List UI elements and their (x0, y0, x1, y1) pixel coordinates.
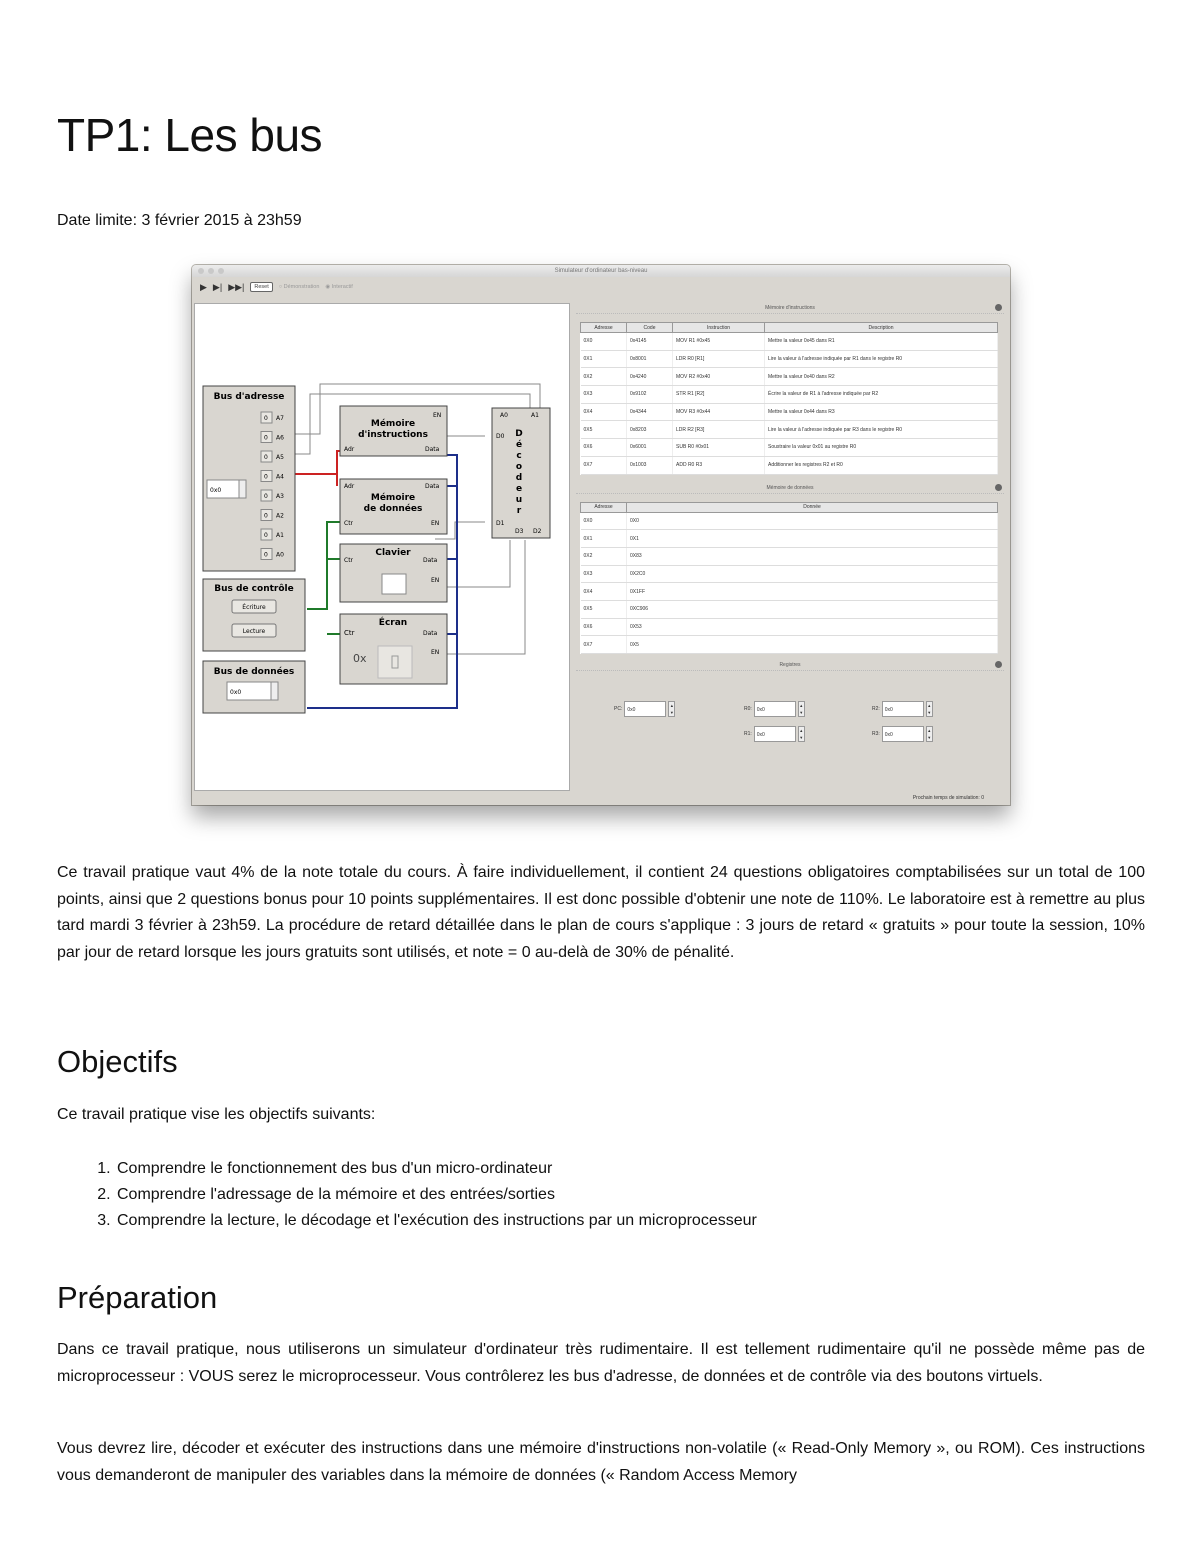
data-value: 0x0 (230, 689, 242, 696)
data-mem-ctr: Ctr (344, 520, 354, 527)
page-title: TP1: Les bus (57, 109, 323, 161)
refresh-icon[interactable] (995, 661, 1002, 668)
decoder-label-char: c (516, 451, 522, 461)
address-bit-value: 0 (264, 512, 268, 520)
table-cell: 0X5 (581, 600, 627, 618)
table-cell: Additionner les registres R2 et R0 (765, 456, 998, 474)
address-line-label: A0 (276, 551, 284, 559)
table-row[interactable] (581, 456, 998, 474)
decoder-a1: A1 (531, 412, 539, 419)
instructions-table (580, 322, 998, 475)
list-item: 1. Comprendre le fonctionnement des bus d'un micro-ordinateur (115, 1156, 757, 1182)
table-cell: 0X3 (581, 386, 627, 404)
table-cell: 0X3 (581, 565, 627, 583)
table-row[interactable] (581, 350, 998, 368)
table-cell: 0x4240 (627, 368, 673, 386)
address-line-label: A6 (276, 434, 284, 442)
objectifs-heading: Objectifs (57, 1044, 178, 1079)
column-header[interactable]: Description (765, 323, 998, 333)
intro-paragraph: Ce travail pratique vaut 4% de la note totale du cours. À faire individuellement, il contient 24 questions obligatoires comptabilisées sur un total de 100 points, ainsi que 2 questions bonus pour 10 points supplémentaires. Il est donc possible d'obtenir une note de 110%. Le laboratoire est à remettre au plus tard mardi 3 février à 23h59. La procédure de retard détaillée dans le plan de cours s'applique : 3 jours de retard « gratuits » pour toute la session, 10% par jour de retard lorsque les jours gratuits sont utilisés, et note = 0 au-delà de 30% de pénalité. (57, 864, 1145, 961)
data-mem-title-1: Mémoire (370, 493, 416, 503)
table-cell: 0x9102 (627, 386, 673, 404)
table-cell: 0X1FF (627, 583, 998, 601)
table-cell: 0X5 (581, 421, 627, 439)
register-r2-spinner[interactable]: ▲ ▼ (927, 703, 932, 715)
table-cell: 0X4 (581, 583, 627, 601)
table-cell: 0X2C0 (627, 565, 998, 583)
screen-ctr: Ctr (344, 629, 355, 637)
circuit-canvas (194, 303, 570, 791)
register-r3-label: R3: (872, 731, 880, 737)
table-cell: 0X53 (627, 618, 998, 636)
table-cell: MOV R1 #0x45 (673, 333, 765, 351)
demo-radio[interactable]: ○ Démonstration (278, 284, 320, 290)
table-cell: Lire la valeur à l'adresse indiquée par R1 dans le registre R0 (765, 350, 998, 368)
register-pc-field[interactable]: 0x0 (624, 701, 666, 717)
table-row[interactable] (581, 583, 998, 601)
demo-radio-label: Démonstration (283, 284, 320, 290)
instr-mem-en: EN (433, 412, 442, 419)
register-pc-spinner[interactable]: ▲ ▼ (669, 703, 674, 715)
address-line-label: A7 (276, 415, 284, 422)
table-cell: MOV R3 #0x44 (673, 403, 765, 421)
table-cell: Écrire la valeur de R1 à l'adresse indiquée par R2 (765, 386, 998, 404)
table-cell: 0x4145 (627, 333, 673, 351)
column-header[interactable]: Adresse (581, 323, 627, 333)
table-cell: Mettre la valeur 0x40 dans R2 (765, 368, 998, 386)
table-cell: 0X1 (581, 350, 627, 368)
data-table (580, 502, 998, 655)
address-spinner[interactable] (239, 480, 246, 498)
address-line-label: A3 (276, 493, 284, 500)
decoder-label-char: é (515, 440, 523, 450)
play-icon[interactable]: ▶ (200, 281, 207, 292)
table-cell: 0x1003 (627, 456, 673, 474)
table-cell: 0X5 (627, 636, 998, 654)
table-cell: 0x8001 (627, 350, 673, 368)
decoder-label-char: o (515, 462, 523, 472)
instructions-section-bar (576, 303, 1004, 314)
instructions-header-row (581, 323, 998, 333)
table-row[interactable] (581, 636, 998, 654)
instructions-section-title: Mémoire d'instructions (765, 305, 815, 311)
sim-toolbar (192, 277, 1010, 297)
keyboard-title: Clavier (375, 548, 411, 558)
address-line-label: A4 (276, 473, 284, 481)
registers-section-bar (576, 660, 1004, 671)
window-controls (198, 268, 224, 274)
table-row[interactable] (581, 333, 998, 351)
register-r1 (744, 726, 805, 742)
address-bit-value: 0 (264, 415, 268, 422)
data-spinner[interactable] (271, 682, 278, 700)
preparation-paragraph-2: Vous devrez lire, décoder et exécuter des instructions dans une mémoire d'instructions non-volatile (« Read-Only Memory », ou ROM). Ces instructions vous demanderont de manipuler des variables dans la mémoire de données (« Random Access Memory (57, 1440, 1145, 1484)
register-r3 (872, 726, 933, 742)
address-bit-value: 0 (264, 473, 268, 481)
objectifs-list (57, 1156, 757, 1234)
table-cell: Mettre la valeur 0x44 dans R3 (765, 403, 998, 421)
decoder-label (515, 429, 522, 516)
decoder-d0: D0 (496, 433, 505, 440)
keyboard-input[interactable] (382, 574, 406, 594)
column-header[interactable]: Donnée (627, 502, 998, 512)
address-line-label: A1 (276, 532, 284, 539)
data-mem-en: EN (431, 520, 440, 527)
table-cell: Soustraire la valeur 0x01 au registre R0 (765, 439, 998, 457)
decoder-d1: D1 (496, 520, 505, 527)
interactive-radio[interactable]: ◉ Interactif (325, 284, 353, 290)
table-row[interactable] (581, 530, 998, 548)
table-cell: 0X6 (581, 439, 627, 457)
table-row[interactable] (581, 565, 998, 583)
control-bus-wires (307, 522, 340, 634)
write-button-label: Écriture (242, 604, 266, 611)
screen-en: EN (431, 649, 440, 656)
column-header[interactable]: Adresse (581, 502, 627, 512)
table-cell: 0XC906 (627, 600, 998, 618)
table-row[interactable] (581, 386, 998, 404)
refresh-icon[interactable] (995, 304, 1002, 311)
table-cell: SUB R0 #0x01 (673, 439, 765, 457)
table-cell: 0x4344 (627, 403, 673, 421)
table-cell: LDR R2 [R3] (673, 421, 765, 439)
register-r1-field[interactable]: 0x0 (754, 726, 796, 742)
screen-title: Écran (378, 618, 408, 628)
table-cell: 0X0 (581, 333, 627, 351)
decoder-d3: D3 (515, 528, 524, 535)
table-cell: MOV R2 #0x40 (673, 368, 765, 386)
table-cell: 0X1 (627, 530, 998, 548)
address-bit-value: 0 (264, 434, 268, 442)
data-bus-title: Bus de données (213, 667, 295, 677)
instr-mem-title-2: d'instructions (358, 430, 428, 440)
preparation-paragraph-1: Dans ce travail pratique, nous utiliserons un simulateur d'ordinateur très rudimentaire. Il est tellement rudimentaire qu'il ne possède même pas de microprocesseur : VOUS serez le microprocesseur. Vous contrôlerez les bus d'adresse, de données et de contrôle via des boutons virtuels. (57, 1341, 1145, 1385)
table-cell: 0X7 (581, 456, 627, 474)
table-cell: 0X6 (581, 618, 627, 636)
data-mem-title-2: de données (363, 504, 423, 514)
column-header[interactable]: Instruction (673, 323, 765, 333)
decoder-label-char: u (515, 495, 523, 505)
data-body (581, 512, 998, 654)
table-row[interactable] (581, 618, 998, 636)
table-cell: 0X1 (581, 530, 627, 548)
table-row[interactable] (581, 368, 998, 386)
objectifs-intro: Ce travail pratique vise les objectifs suivants: (57, 1106, 376, 1123)
register-r3-spinner[interactable]: ▲ ▼ (927, 728, 932, 740)
data-mem-data: Data (425, 483, 440, 490)
address-line-label: A5 (276, 454, 284, 461)
circuit-diagram (195, 304, 569, 790)
keyboard-data: Data (423, 557, 438, 564)
table-cell: 0X7 (581, 636, 627, 654)
screen-display (378, 646, 412, 678)
window-titlebar (192, 265, 1010, 277)
register-r2-label: R2: (872, 706, 880, 712)
keyboard-en: EN (431, 577, 440, 584)
register-pc (614, 701, 675, 717)
registers-panel (576, 671, 1004, 781)
register-r3-field[interactable]: 0x0 (882, 726, 924, 742)
screen-data: Data (423, 630, 438, 637)
simulator-screenshot (192, 265, 1010, 805)
preparation-heading: Préparation (57, 1280, 218, 1315)
decoder-a0: A0 (500, 412, 508, 419)
data-section-bar (576, 483, 1004, 494)
table-cell: 0X83 (627, 547, 998, 565)
instr-mem-data: Data (425, 446, 440, 453)
table-cell: ADD R0 R3 (673, 456, 765, 474)
reset-button[interactable]: Reset (250, 282, 272, 292)
decoder-d2: D2 (533, 528, 542, 535)
register-r2-field[interactable]: 0x0 (882, 701, 924, 717)
table-row[interactable] (581, 439, 998, 457)
control-bus-title: Bus de contrôle (214, 584, 294, 594)
table-cell: 0x8203 (627, 421, 673, 439)
register-r0-label: R0: (744, 706, 752, 712)
screen-prefix: 0x (353, 652, 367, 665)
address-bit-value: 0 (264, 551, 268, 559)
interactive-radio-label: Interactif (331, 284, 353, 290)
keyboard-ctr: Ctr (344, 557, 354, 564)
instr-mem-title-1: Mémoire (370, 419, 416, 429)
address-bit-value: 0 (264, 454, 268, 461)
list-item: 3. Comprendre la lecture, le décodage et l'exécution des instructions par un microprocesseur (115, 1208, 757, 1234)
data-header-row (581, 502, 998, 512)
register-r1-spinner[interactable]: ▲ ▼ (799, 728, 804, 740)
table-cell: LDR R0 [R1] (673, 350, 765, 368)
table-row[interactable] (581, 547, 998, 565)
register-r1-label: R1: (744, 731, 752, 737)
list-item: 2. Comprendre l'adressage de la mémoire et des entrées/sorties (115, 1182, 757, 1208)
register-pc-label: PC: (614, 706, 623, 712)
table-cell: 0x6001 (627, 439, 673, 457)
window-title: Simulateur d'ordinateur bas-niveau (554, 268, 648, 274)
decoder-label-char: D (515, 429, 523, 439)
register-r0-field[interactable]: 0x0 (754, 701, 796, 717)
address-value: 0x0 (210, 487, 222, 494)
table-row[interactable] (581, 403, 998, 421)
data-mem-adr: Adr (344, 483, 355, 490)
instr-mem-adr: Adr (344, 446, 355, 453)
column-header[interactable]: Code (627, 323, 673, 333)
simulation-time: Prochain temps de simulation: 0 (912, 795, 984, 801)
decoder-label-char: e (515, 484, 523, 494)
register-r0 (744, 701, 805, 717)
register-r2 (872, 701, 933, 717)
table-cell: 0X2 (581, 368, 627, 386)
address-line-label: A2 (276, 512, 284, 520)
table-row[interactable] (581, 512, 998, 530)
table-row[interactable] (581, 421, 998, 439)
table-cell: 0X4 (581, 403, 627, 421)
register-r0-spinner[interactable]: ▲ ▼ (799, 703, 804, 715)
decoder-label-char: r (516, 506, 522, 516)
address-bit-value: 0 (264, 493, 268, 500)
registers-section-title: Registres (779, 662, 801, 668)
right-panel (576, 303, 1004, 781)
table-cell: STR R1 [R2] (673, 386, 765, 404)
table-cell: 0X2 (581, 547, 627, 565)
table-cell: Lire la valeur à l'adresse indiquée par R3 dans le registre R0 (765, 421, 998, 439)
refresh-icon[interactable] (995, 484, 1002, 491)
table-cell: 0X0 (627, 512, 998, 530)
address-bus-title: Bus d'adresse (213, 392, 285, 402)
fast-forward-icon[interactable]: ▶▶| (228, 281, 245, 292)
table-row[interactable] (581, 600, 998, 618)
due-date: Date limite: 3 février 2015 à 23h59 (57, 212, 302, 229)
instructions-body (581, 333, 998, 475)
read-button-label: Lecture (242, 628, 266, 635)
table-cell: 0X0 (581, 512, 627, 530)
data-section-title: Mémoire de données (766, 484, 814, 491)
table-cell: Mettre la valeur 0x45 dans R1 (765, 333, 998, 351)
decoder-label-char: d (515, 473, 523, 483)
address-bit-value: 0 (264, 532, 268, 539)
step-icon[interactable]: ▶| (212, 281, 223, 292)
